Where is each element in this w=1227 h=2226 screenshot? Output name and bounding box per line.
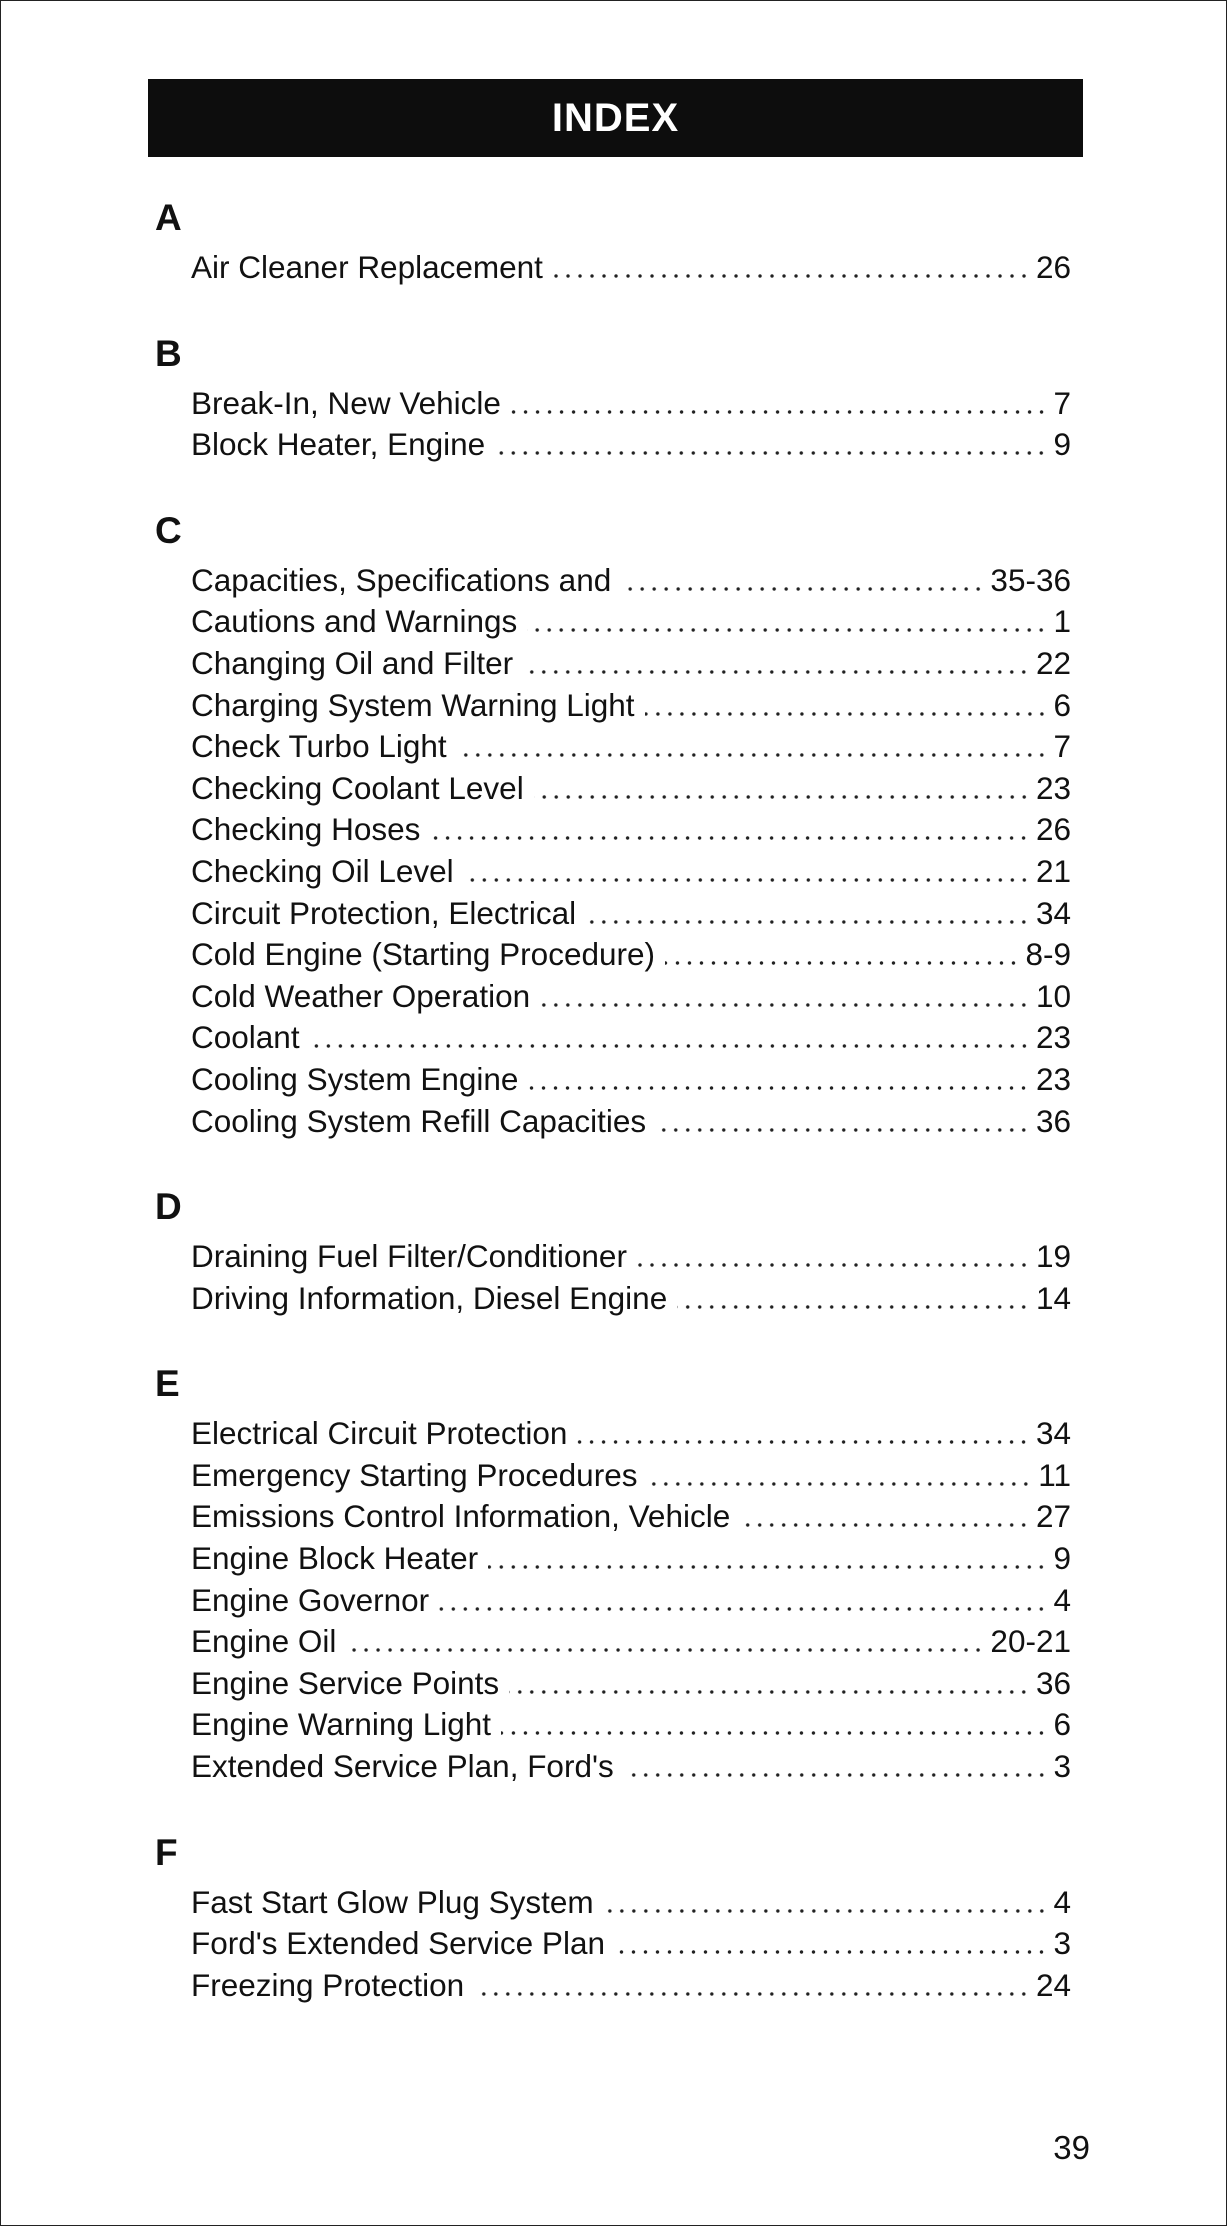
- index-entry-text: Circuit Protection, Electrical: [191, 894, 577, 931]
- index-entry-page: 23: [1035, 1019, 1071, 1056]
- index-section-c: [151, 510, 1071, 1142]
- index-entry: [191, 1278, 1071, 1320]
- index-entry-page: 3: [1053, 1925, 1071, 1962]
- index-list: [151, 197, 1071, 2050]
- index-entry-text: Check Turbo Light: [191, 728, 447, 765]
- index-entry-page: 7: [1053, 384, 1071, 421]
- index-section-b: [151, 333, 1071, 466]
- index-entry: [191, 1663, 1071, 1705]
- index-entry-text: Electrical Circuit Protection: [191, 1415, 568, 1452]
- index-entry-text: Ford's Extended Service Plan: [191, 1925, 605, 1962]
- dot-leader: [310, 1044, 1030, 1048]
- index-entry-page: 1: [1053, 603, 1071, 640]
- index-entry-page: 9: [1053, 1540, 1071, 1577]
- index-entry: [191, 768, 1071, 810]
- section-letter: B: [155, 332, 182, 374]
- dot-leader: [457, 753, 1048, 757]
- index-entry-page: 27: [1035, 1498, 1071, 1535]
- index-entry-page: 21: [1035, 852, 1071, 889]
- dot-leader: [439, 1607, 1047, 1611]
- index-entry-page: 19: [1035, 1238, 1071, 1275]
- index-entry-page: 35-36: [990, 561, 1071, 598]
- index-entry-text: Checking Hoses: [191, 811, 421, 848]
- index-entry-page: 36: [1035, 1664, 1071, 1701]
- index-entry: [191, 1923, 1071, 1965]
- index-entry-page: 11: [1038, 1456, 1071, 1493]
- dot-leader: [534, 795, 1030, 799]
- index-header-bar: [148, 79, 1083, 157]
- index-section-e: [151, 1363, 1071, 1787]
- index-entry: [191, 726, 1071, 768]
- index-entry: [191, 247, 1071, 289]
- index-entry-page: 23: [1035, 1060, 1071, 1097]
- index-entry-text: Charging System Warning Light: [191, 686, 635, 723]
- index-section-f: [151, 1832, 1071, 2007]
- index-entry: [191, 643, 1071, 685]
- section-letter: F: [155, 1831, 178, 1873]
- dot-leader: [624, 1773, 1048, 1777]
- index-entry-text: Break-In, New Vehicle: [191, 384, 501, 421]
- index-entry: [191, 976, 1071, 1018]
- index-entry-text: Changing Oil and Filter: [191, 644, 514, 681]
- index-entry: [191, 601, 1071, 643]
- dot-leader: [346, 1648, 984, 1652]
- index-entry-text: Driving Information, Diesel Engine: [191, 1279, 668, 1316]
- index-entry: [191, 383, 1071, 425]
- dot-leader: [488, 1565, 1047, 1569]
- index-entry: [191, 424, 1071, 466]
- dot-leader: [495, 451, 1047, 455]
- index-entry-page: 34: [1035, 1415, 1071, 1452]
- dot-leader: [509, 1690, 1030, 1694]
- index-entry-page: 3: [1053, 1748, 1071, 1785]
- index-entry-page: 23: [1035, 769, 1071, 806]
- index-entry-page: 7: [1053, 728, 1071, 765]
- dot-leader: [474, 1992, 1030, 1996]
- index-entry: [191, 1455, 1071, 1497]
- index-entry-text: Checking Coolant Level: [191, 769, 524, 806]
- index-entry: [191, 685, 1071, 727]
- index-entry-text: Extended Service Plan, Ford's: [191, 1748, 614, 1785]
- index-entry: [191, 1101, 1071, 1143]
- dot-leader: [586, 920, 1030, 924]
- index-entry: [191, 1746, 1071, 1788]
- dot-leader: [540, 1003, 1030, 1007]
- index-entry-text: Capacities, Specifications and: [191, 561, 612, 598]
- dot-leader: [511, 410, 1048, 414]
- index-entry-text: Engine Service Points: [191, 1664, 500, 1701]
- index-entry: [191, 1580, 1071, 1622]
- index-entry: [191, 1236, 1071, 1278]
- index-entry-text: Checking Oil Level: [191, 852, 454, 889]
- index-entry-text: Engine Warning Light: [191, 1706, 492, 1743]
- index-entry-page: 26: [1035, 811, 1071, 848]
- index-entry-page: 8-9: [1025, 936, 1071, 973]
- index-entry-text: Engine Governor: [191, 1581, 430, 1618]
- index-entry: [191, 1413, 1071, 1455]
- index-entry-page: 22: [1035, 644, 1071, 681]
- index-entry-text: Block Heater, Engine: [191, 426, 486, 463]
- dot-leader: [665, 961, 1019, 965]
- section-letter: E: [155, 1363, 180, 1405]
- index-entry-page: 4: [1053, 1883, 1071, 1920]
- dot-leader: [604, 1909, 1048, 1913]
- index-entry-page: 4: [1053, 1581, 1071, 1618]
- section-letter: C: [155, 509, 182, 551]
- index-entry: [191, 934, 1071, 976]
- dot-leader: [528, 1086, 1030, 1090]
- section-letter: D: [155, 1186, 182, 1228]
- dot-leader: [621, 587, 984, 591]
- dot-leader: [656, 1128, 1030, 1132]
- index-entry: [191, 809, 1071, 851]
- dot-leader: [740, 1523, 1030, 1527]
- index-entry: [191, 1538, 1071, 1580]
- index-entry-text: Fast Start Glow Plug System: [191, 1883, 594, 1920]
- index-entry-page: 9: [1053, 426, 1071, 463]
- section-letter: A: [155, 197, 182, 238]
- index-entry: [191, 851, 1071, 893]
- index-entry-text: Emergency Starting Procedures: [191, 1456, 638, 1493]
- dot-leader: [523, 670, 1030, 674]
- index-entry-page: 26: [1035, 249, 1071, 285]
- dot-leader: [527, 628, 1047, 632]
- dot-leader: [677, 1305, 1030, 1309]
- index-entry: [191, 1017, 1071, 1059]
- index-entry-text: Engine Oil: [191, 1623, 337, 1660]
- index-section-d: [151, 1186, 1071, 1319]
- index-entry-page: 6: [1053, 686, 1071, 723]
- index-entry: [191, 893, 1071, 935]
- dot-leader: [577, 1440, 1030, 1444]
- page-title: INDEX: [551, 95, 680, 140]
- index-entry-text: Freezing Protection: [191, 1966, 465, 2003]
- index-entry: [191, 1621, 1071, 1663]
- index-entry-text: Draining Fuel Filter/Conditioner: [191, 1238, 627, 1275]
- dot-leader: [615, 1950, 1047, 1954]
- index-entry: [191, 1059, 1071, 1101]
- index-entry-page: 24: [1035, 1966, 1071, 2003]
- index-entry-text: Cold Weather Operation: [191, 977, 531, 1014]
- index-entry-text: Engine Block Heater: [191, 1540, 479, 1577]
- page-number: 39: [1053, 2129, 1090, 2166]
- index-entry: [191, 1965, 1071, 2007]
- index-entry-page: 20-21: [990, 1623, 1071, 1660]
- index-entry-text: Air Cleaner Replacement: [191, 249, 543, 285]
- index-entry-text: Cooling System Engine: [191, 1060, 519, 1097]
- dot-leader: [553, 274, 1030, 278]
- index-entry-page: 6: [1053, 1706, 1071, 1743]
- dot-leader: [637, 1263, 1030, 1267]
- index-entry-page: 34: [1035, 894, 1071, 931]
- dot-leader: [501, 1731, 1047, 1735]
- dot-leader: [464, 878, 1030, 882]
- index-entry-text: Cooling System Refill Capacities: [191, 1102, 647, 1139]
- index-entry: [191, 560, 1071, 602]
- index-entry-page: 14: [1035, 1279, 1071, 1316]
- index-entry-page: 36: [1035, 1102, 1071, 1139]
- index-entry-text: Cautions and Warnings: [191, 603, 518, 640]
- dot-leader: [645, 712, 1048, 716]
- index-entry-page: 10: [1035, 977, 1071, 1014]
- index-entry-text: Emissions Control Information, Vehicle: [191, 1498, 731, 1535]
- index-entry-text: Cold Engine (Starting Procedure): [191, 936, 655, 973]
- index-entry-text: Coolant: [191, 1019, 300, 1056]
- index-entry: [191, 1704, 1071, 1746]
- dot-leader: [430, 836, 1030, 840]
- index-entry: [191, 1882, 1071, 1924]
- index-entry: [191, 1496, 1071, 1538]
- index-section-a: [151, 197, 1071, 289]
- dot-leader: [647, 1482, 1032, 1486]
